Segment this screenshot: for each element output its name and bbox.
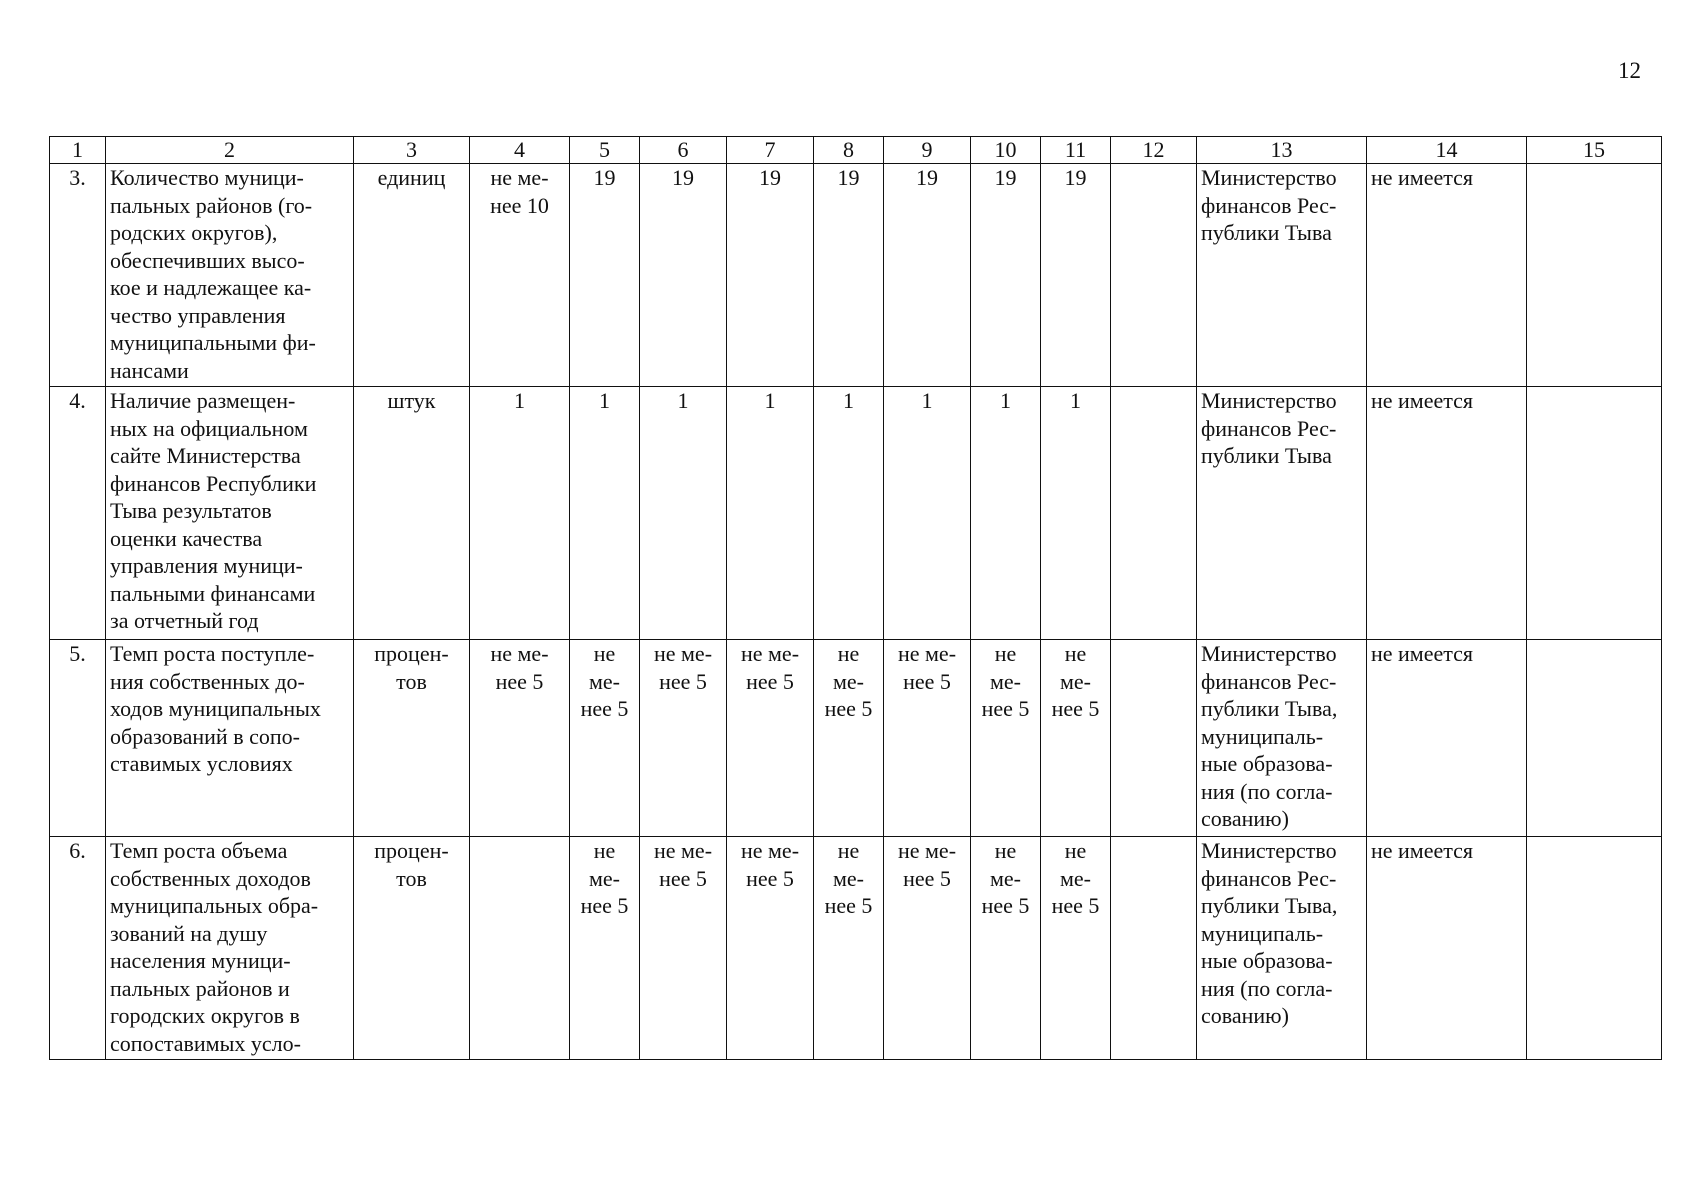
table-row xyxy=(50,164,1662,387)
col-header-10: 10 xyxy=(971,137,1041,164)
note-cell: не имеется xyxy=(1367,164,1527,387)
responsible-cell: Министерство финансов Рес- публики Тыва, муниципаль- ные образова- ния (по согла- сованию) xyxy=(1197,837,1367,1060)
value-cell-8: 1 xyxy=(814,387,884,640)
table-row xyxy=(50,387,1662,640)
value-cell-11: не ме- нее 5 xyxy=(1041,640,1111,837)
indicator-name: Темп роста объема собственных доходов муниципальных обра- зований на душу населения муници- пальных районов и городских округов в сопоставимых усло- xyxy=(106,837,354,1060)
indicator-name: Наличие размещен- ных на официальном сайте Министерства финансов Республики Тыва результатов оценки качества управления муници- пальными финансами за отчетный год xyxy=(106,387,354,640)
value-cell-9: 19 xyxy=(884,164,971,387)
col-header-5: 5 xyxy=(570,137,640,164)
value-cell-7: 1 xyxy=(727,387,814,640)
col-header-14: 14 xyxy=(1367,137,1527,164)
table-row xyxy=(50,837,1662,1060)
responsible-cell: Министерство финансов Рес- публики Тыва xyxy=(1197,387,1367,640)
unit-cell: единиц xyxy=(354,164,470,387)
base-value-cell: не ме- нее 5 xyxy=(470,640,570,837)
indicator-name: Темп роста поступле- ния собственных до- ходов муниципальных образований в сопо- ставимых условиях xyxy=(106,640,354,837)
value-cell-8: не ме- нее 5 xyxy=(814,640,884,837)
value-cell-9: не ме- нее 5 xyxy=(884,837,971,1060)
value-cell-5: не ме- нее 5 xyxy=(570,640,640,837)
table-row xyxy=(50,640,1662,837)
column-number-row xyxy=(50,137,1662,164)
value-cell-5: 19 xyxy=(570,164,640,387)
value-cell-7: не ме- нее 5 xyxy=(727,640,814,837)
col-header-7: 7 xyxy=(727,137,814,164)
value-cell-10: не ме- нее 5 xyxy=(971,640,1041,837)
value-cell-9: не ме- нее 5 xyxy=(884,640,971,837)
value-cell-10: 1 xyxy=(971,387,1041,640)
value-cell-9: 1 xyxy=(884,387,971,640)
base-value-cell xyxy=(470,837,570,1060)
extra-cell xyxy=(1527,387,1662,640)
value-cell-12 xyxy=(1111,164,1197,387)
value-cell-6: не ме- нее 5 xyxy=(640,837,727,1060)
note-cell: не имеется xyxy=(1367,640,1527,837)
value-cell-8: 19 xyxy=(814,164,884,387)
value-cell-5: не ме- нее 5 xyxy=(570,837,640,1060)
extra-cell xyxy=(1527,837,1662,1060)
row-number: 3. xyxy=(50,164,106,387)
value-cell-12 xyxy=(1111,640,1197,837)
value-cell-5: 1 xyxy=(570,387,640,640)
row-number: 4. xyxy=(50,387,106,640)
unit-cell: штук xyxy=(354,387,470,640)
value-cell-6: 1 xyxy=(640,387,727,640)
page-number: 12 xyxy=(1618,58,1641,83)
unit-cell: процен- тов xyxy=(354,640,470,837)
responsible-cell: Министерство финансов Рес- публики Тыва, муниципаль- ные образова- ния (по согла- сованию) xyxy=(1197,640,1367,837)
col-header-11: 11 xyxy=(1041,137,1111,164)
col-header-13: 13 xyxy=(1197,137,1367,164)
base-value-cell: не ме- нее 10 xyxy=(470,164,570,387)
col-header-8: 8 xyxy=(814,137,884,164)
value-cell-6: 19 xyxy=(640,164,727,387)
value-cell-12 xyxy=(1111,837,1197,1060)
col-header-15: 15 xyxy=(1527,137,1662,164)
value-cell-11: 19 xyxy=(1041,164,1111,387)
value-cell-8: не ме- нее 5 xyxy=(814,837,884,1060)
col-header-2: 2 xyxy=(106,137,354,164)
col-header-1: 1 xyxy=(50,137,106,164)
row-number: 6. xyxy=(50,837,106,1060)
col-header-6: 6 xyxy=(640,137,727,164)
responsible-cell: Министерство финансов Рес- публики Тыва xyxy=(1197,164,1367,387)
row-number: 5. xyxy=(50,640,106,837)
col-header-4: 4 xyxy=(470,137,570,164)
indicator-name: Количество муници- пальных районов (го- родских округов), обеспечивших высо- кое и надлежащее ка- чество управления муниципальными фи- нансами xyxy=(106,164,354,387)
value-cell-11: не ме- нее 5 xyxy=(1041,837,1111,1060)
base-value-cell: 1 xyxy=(470,387,570,640)
value-cell-12 xyxy=(1111,387,1197,640)
col-header-12: 12 xyxy=(1111,137,1197,164)
value-cell-7: не ме- нее 5 xyxy=(727,837,814,1060)
value-cell-10: не ме- нее 5 xyxy=(971,837,1041,1060)
value-cell-10: 19 xyxy=(971,164,1041,387)
extra-cell xyxy=(1527,640,1662,837)
note-cell: не имеется xyxy=(1367,837,1527,1060)
note-cell: не имеется xyxy=(1367,387,1527,640)
col-header-9: 9 xyxy=(884,137,971,164)
value-cell-7: 19 xyxy=(727,164,814,387)
extra-cell xyxy=(1527,164,1662,387)
value-cell-11: 1 xyxy=(1041,387,1111,640)
unit-cell: процен- тов xyxy=(354,837,470,1060)
indicators-table xyxy=(49,136,1662,1060)
col-header-3: 3 xyxy=(354,137,470,164)
value-cell-6: не ме- нее 5 xyxy=(640,640,727,837)
